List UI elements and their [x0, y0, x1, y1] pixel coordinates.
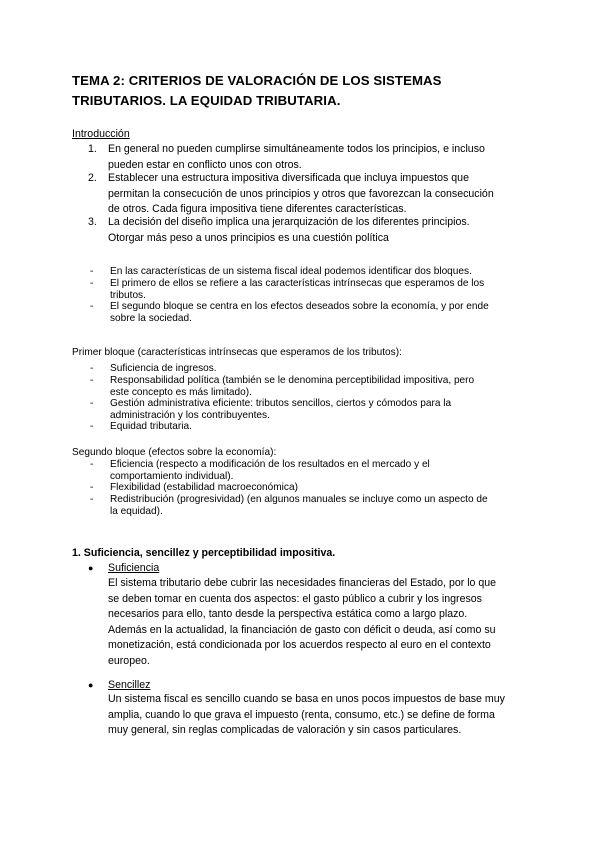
block2-heading: Segundo bloque (efectos sobre la economía): — [72, 447, 277, 458]
item-line: El segundo bloque se centra en los efectos deseados sobre la economía, y por ende — [110, 301, 489, 312]
suficiencia-paragraph — [108, 576, 496, 670]
para-line: amplia, cuando lo que grava el impuesto (renta, consumo, etc.) se define de forma — [108, 708, 495, 721]
dash-mark: - — [90, 375, 94, 386]
item-line: Equidad tributaria. — [110, 421, 192, 432]
para-line: necesarios para ello, tanto desde la perspectiva estática como a largo plazo. — [108, 608, 468, 621]
para-line: El sistema tributario debe cubrir las necesidades financieras del Estado, por lo que — [108, 577, 497, 589]
item-line: pueden estar en conflicto unos con otros. — [108, 158, 302, 171]
item-line: Suficiencia de ingresos. — [110, 363, 217, 374]
intro-heading: Introducción — [72, 128, 130, 140]
item-line: administración y los contribuyentes. — [110, 409, 270, 421]
para-line: muy general, sin reglas complicadas de valoración y sin casos particulares. — [108, 724, 462, 737]
dash-mark: - — [90, 398, 94, 409]
dash-mark: - — [90, 421, 94, 432]
dash-mark: - — [90, 363, 94, 374]
item-line: tributos. — [110, 289, 146, 301]
subheading-sencillez: Sencillez — [108, 679, 151, 691]
para-line: Un sistema fiscal es sencillo cuando se basa en unos pocos impuestos de base muy — [108, 693, 505, 705]
item-line: Eficiencia (respecto a modificación de los resultados en el mercado y el — [110, 459, 430, 470]
para-line: se deben tomar en cuenta dos aspectos: el gasto público a cubrir y los ingresos — [108, 592, 482, 605]
para-line: europeo. — [108, 654, 150, 667]
dash-mark: - — [90, 266, 94, 277]
item-line: sobre la sociedad. — [110, 312, 192, 324]
dash-mark: - — [90, 482, 94, 493]
page-title — [72, 71, 542, 111]
item-line: la equidad). — [110, 505, 163, 517]
item-line: este concepto es más limitado). — [110, 386, 252, 398]
title-line-2: TRIBUTARIOS. LA EQUIDAD TRIBUTARIA. — [72, 93, 341, 108]
item-line: Redistribución (progresividad) (en algunos manuales se incluye como un aspecto de — [110, 494, 488, 505]
title-line-1: TEMA 2: CRITERIOS DE VALORACIÓN DE LOS SISTEMAS — [72, 73, 442, 88]
item-line: comportamiento individual). — [110, 470, 234, 482]
sencillez-paragraph — [108, 692, 505, 739]
dash-mark: - — [90, 459, 94, 470]
dash-mark: - — [90, 278, 94, 289]
item-line: Establecer una estructura impositiva diversificada que incluya impuestos que — [108, 172, 469, 184]
dash-mark: - — [90, 301, 94, 312]
item-line: Otorgar más peso a unos principios es una cuestión política — [108, 231, 389, 244]
item-line: En las características de un sistema fiscal ideal podemos identificar dos bloques. — [110, 266, 472, 277]
item-line: La decisión del diseño implica una jerarquización de los diferentes principios. — [108, 216, 470, 228]
item-line: El primero de ellos se refiere a las características intrínsecas que esperamos de los — [110, 278, 485, 289]
item-line: de otros. Cada figura impositiva tiene diferentes características. — [108, 203, 407, 215]
item-line: Responsabilidad política (también se le denomina perceptibilidad impositiva, pero — [110, 375, 475, 386]
item-line: En general no pueden cumplirse simultáneamente todos los principios, e incluso — [108, 143, 485, 155]
bullet-icon: ● — [88, 563, 94, 573]
item-number: 1. — [88, 143, 97, 155]
section-heading: 1. Suficiencia, sencillez y perceptibilidad impositiva. — [72, 547, 336, 559]
subheading-suficiencia: Suficiencia — [108, 562, 160, 574]
block1-heading: Primer bloque (características intrínsecas que esperamos de los tributos): — [72, 347, 402, 358]
item-line: permitan la consecución de unos principios y otros que favorezcan la consecución — [108, 187, 494, 200]
item-number: 3. — [88, 216, 97, 228]
para-line: monetización, está condicionada por los acuerdos respecto al euro en el contexto — [108, 639, 491, 652]
item-number: 2. — [88, 172, 97, 184]
dash-mark: - — [90, 494, 94, 505]
item-line: Gestión administrativa eficiente: tributos sencillos, ciertos y cómodos para la — [110, 398, 452, 409]
bullet-icon: ● — [88, 680, 94, 690]
item-line: Flexibilidad (estabilidad macroeconómica) — [110, 482, 298, 493]
para-line: Además en la actualidad, la financiación de gasto con déficit o deuda, así como su — [108, 623, 496, 636]
